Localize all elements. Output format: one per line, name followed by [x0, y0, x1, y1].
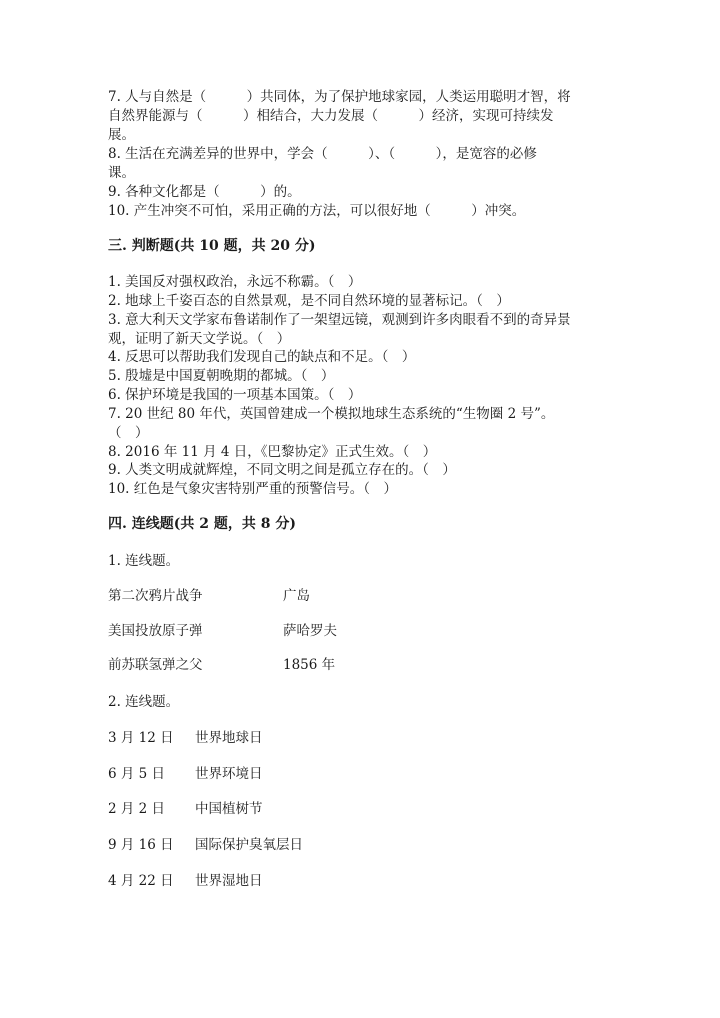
match-left-item: 第二次鸦片战争	[108, 588, 203, 604]
judgement-question: 6. 保护环境是我国的一项基本国策。（ ）	[108, 387, 362, 403]
judgement-question: 10. 红色是气象灾害特别严重的预警信号。（ ）	[108, 481, 398, 497]
fill-in-line: 展。	[108, 127, 135, 143]
judgement-question: 7. 20 世纪 80 年代，英国曾建成一个模拟地球生态系统的“生物圈 2 号”。	[108, 406, 555, 422]
fill-in-line: 7. 人与自然是（ ）共同体，为了保护地球家园，人类运用聪明才智，将	[108, 89, 571, 105]
judgement-question: 1. 美国反对强权政治，永远不称霸。（ ）	[108, 274, 362, 290]
matching-question-title: 1. 连线题。	[108, 553, 180, 569]
match-right-item: 萨哈罗夫	[283, 623, 337, 639]
match-right-item: 世界湿地日	[195, 873, 263, 889]
judgement-question: 观，证明了新天文学说。（ ）	[108, 331, 291, 347]
match-left-item: 2 月 2 日	[108, 801, 166, 817]
matching-question-title: 2. 连线题。	[108, 694, 180, 710]
fill-in-line: 课。	[108, 165, 135, 181]
match-left-item: 9 月 16 日	[108, 837, 174, 853]
match-right-item: 广岛	[283, 588, 310, 604]
match-left-item: 3 月 12 日	[108, 730, 174, 746]
match-left-item: 前苏联氢弹之父	[108, 657, 203, 673]
section-heading-judgement: 三. 判断题(共 10 题，共 20 分)	[108, 238, 316, 254]
match-right-item: 世界地球日	[195, 730, 263, 746]
match-left-item: 6 月 5 日	[108, 766, 166, 782]
judgement-question: 3. 意大利天文学家布鲁诺制作了一架望远镜，观测到许多肉眼看不到的奇异景	[108, 312, 571, 328]
match-right-item: 中国植树节	[195, 801, 263, 817]
judgement-question: （ ）	[108, 425, 149, 441]
match-right-item: 1856 年	[283, 657, 336, 673]
judgement-question: 5. 殷墟是中国夏朝晚期的都城。（ ）	[108, 368, 335, 384]
fill-in-line: 8. 生活在充满差异的世界中，学会（ ）、（ ），是宽容的必修	[108, 146, 537, 162]
judgement-question: 9. 人类文明成就辉煌，不同文明之间是孤立存在的。（ ）	[108, 462, 456, 478]
judgement-question: 8. 2016 年 11 月 4 日，《巴黎协定》正式生效。（ ）	[108, 444, 437, 460]
section-heading-matching: 四. 连线题(共 2 题，共 8 分)	[108, 516, 296, 532]
match-right-item: 世界环境日	[195, 766, 263, 782]
fill-in-line: 10. 产生冲突不可怕，采用正确的方法，可以很好地（ ）冲突。	[108, 203, 526, 219]
fill-in-line: 自然界能源与（ ）相结合，大力发展（ ）经济，实现可持续发	[108, 108, 554, 124]
match-left-item: 4 月 22 日	[108, 873, 174, 889]
judgement-question: 2. 地球上千姿百态的自然景观，是不同自然环境的显著标记。（ ）	[108, 293, 510, 309]
match-right-item: 国际保护臭氧层日	[195, 837, 303, 853]
match-left-item: 美国投放原子弹	[108, 623, 203, 639]
fill-in-line: 9. 各种文化都是（ ）的。	[108, 184, 301, 200]
judgement-question: 4. 反思可以帮助我们发现自己的缺点和不足。（ ）	[108, 349, 416, 365]
